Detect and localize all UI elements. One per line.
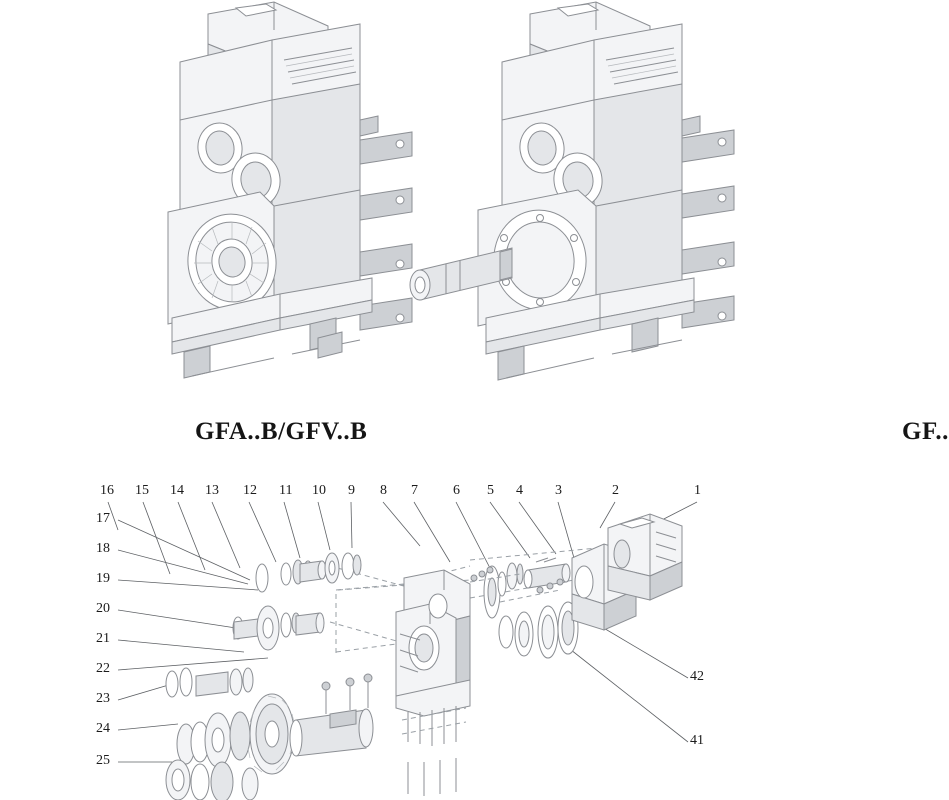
caption-gf: GF.. [902,418,949,445]
callout-25: 25 [96,753,110,768]
caption-gfa-b-gfv-b: GFA..B/GFV..B [195,418,368,445]
callout-21: 21 [96,631,110,646]
callout-23: 23 [96,691,110,706]
callout-2: 2 [612,483,619,498]
callout-24: 24 [96,721,110,736]
gearbox-drawing-right [390,0,730,410]
callout-3: 3 [555,483,562,498]
callout-8: 8 [380,483,387,498]
callout-13: 13 [205,483,219,498]
callout-12: 12 [243,483,257,498]
callout-11: 11 [279,483,293,498]
callout-22: 22 [96,661,110,676]
gearbox-drawing-left [60,0,400,410]
callout-7: 7 [411,483,418,498]
callout-41: 41 [690,733,704,748]
callout-6: 6 [453,483,460,498]
exploded-diagram-section [0,462,800,800]
gearbox-view-gfa-b [60,0,400,445]
gearbox-view-gf [390,0,949,445]
callout-9: 9 [348,483,355,498]
callout-10: 10 [312,483,326,498]
callout-20: 20 [96,601,110,616]
callout-42: 42 [690,669,704,684]
exploded-parts-drawing [0,462,800,800]
callout-16: 16 [100,483,114,498]
callout-17: 17 [96,511,110,526]
callout-1: 1 [694,483,701,498]
callout-19: 19 [96,571,110,586]
callout-14: 14 [170,483,184,498]
callout-15: 15 [135,483,149,498]
callout-5: 5 [487,483,494,498]
callout-4: 4 [516,483,523,498]
callout-18: 18 [96,541,110,556]
